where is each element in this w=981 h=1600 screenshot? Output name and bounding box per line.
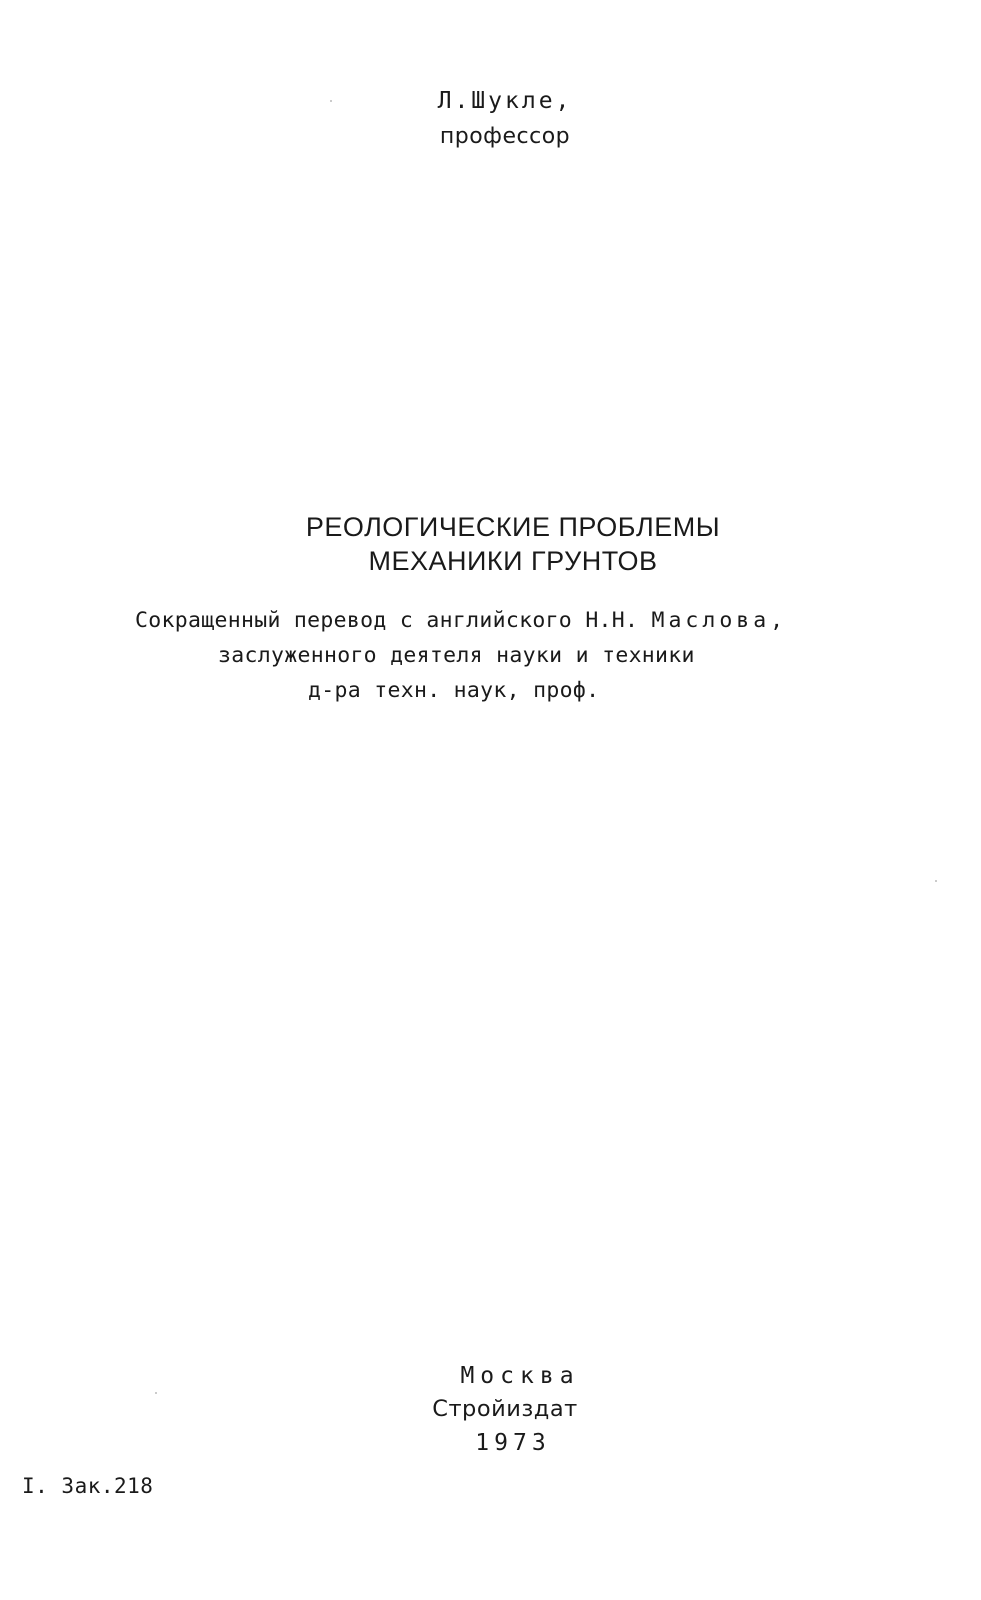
scan-speck (330, 100, 332, 102)
book-title-line-2: МЕХАНИКИ ГРУНТОВ (368, 546, 658, 576)
translator-initials: Н.Н. (585, 608, 639, 633)
imprint-publisher: Стройиздат (432, 1396, 578, 1422)
scan-speck (935, 880, 937, 882)
author-title: профессор (439, 124, 571, 149)
imprint-year: 1973 (475, 1430, 551, 1456)
author-name: Л.Шукле, (437, 88, 573, 114)
book-title (0, 510, 981, 578)
scan-speck (155, 1392, 157, 1394)
imprint-city: Москва (460, 1363, 580, 1389)
book-title-line-1: РЕОЛОГИЧЕСКИЕ ПРОБЛЕМЫ (305, 512, 721, 542)
order-note: I. Зак.218 (22, 1474, 154, 1498)
translation-text: Сокращенный перевод с английского (135, 608, 573, 633)
translation-line-1 (135, 608, 787, 633)
translation-line-2: заслуженного деятеля науки и техники (218, 643, 695, 668)
translation-line-3: д-ра техн. наук, проф. (308, 678, 600, 703)
translator-surname: Маслова, (651, 608, 788, 633)
